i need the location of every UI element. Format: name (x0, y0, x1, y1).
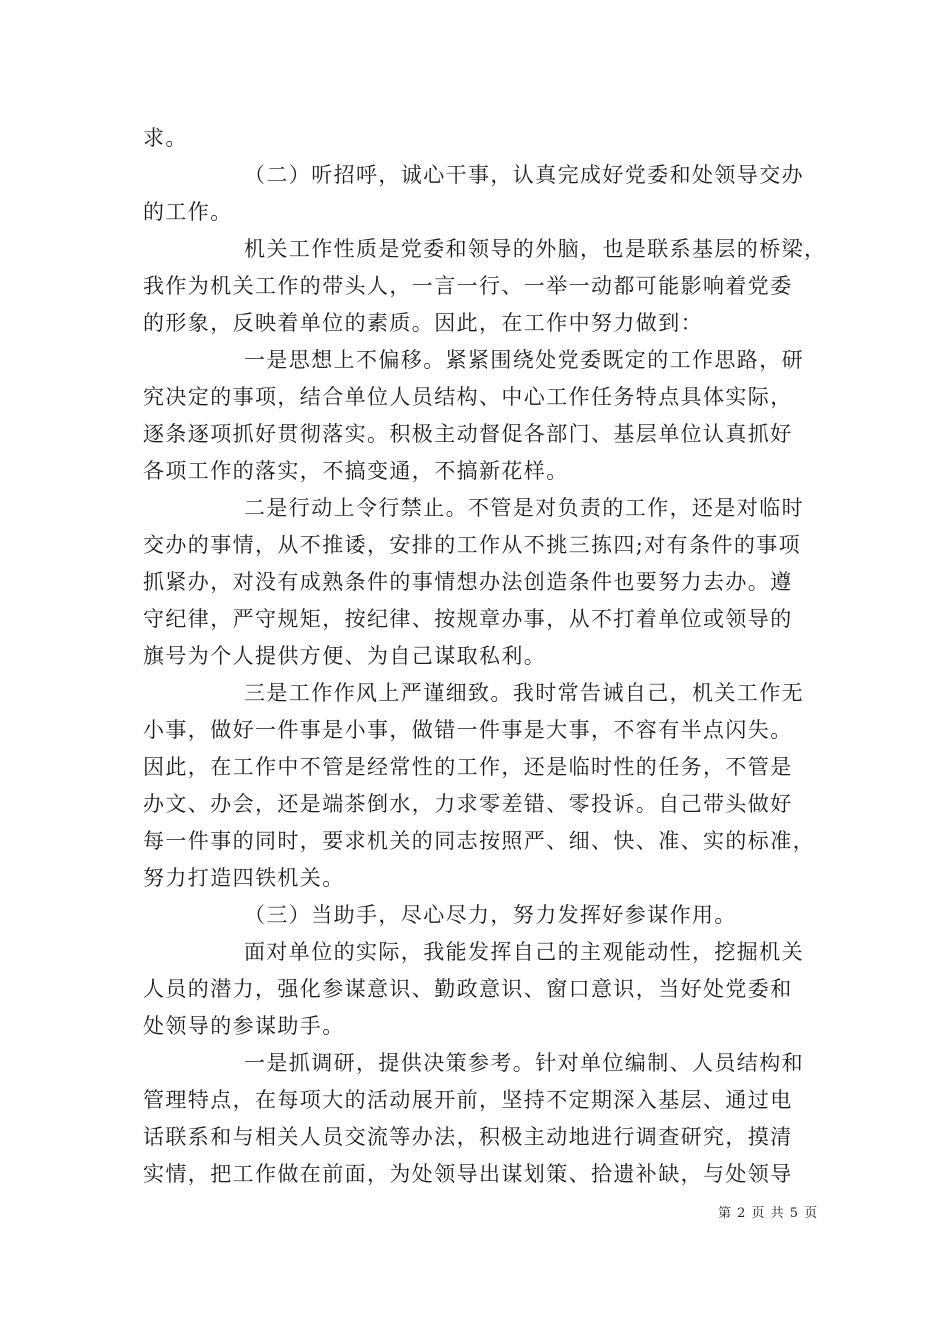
text-line: 守纪律，严守规矩，按纪律、按规章办事，从不打着单位或领导的 (143, 607, 793, 631)
text-line: 求。 (143, 126, 188, 150)
text-line: 的形象，反映着单位的素质。因此，在工作中努力做到： (143, 311, 703, 335)
paragraph-start: 面对单位的实际，我能发挥自己的主观能动性，挖掘机关 (244, 940, 804, 964)
text-line: 办文、办会，还是端茶倒水，力求零差错、零投诉。自己带头做好 (143, 792, 793, 816)
text-line: 的工作。 (143, 200, 233, 224)
text-line: 交办的事情，从不推诿，安排的工作从不挑三拣四;对有条件的事项 (143, 533, 802, 557)
text-line: 抓紧办，对没有成熟条件的事情想办法创造条件也要努力去办。遵 (143, 570, 793, 594)
text-line: 因此，在工作中不管是经常性的工作，还是临时性的任务，不管是 (143, 755, 793, 779)
text-line: 处领导的参谋助手。 (143, 1014, 345, 1038)
text-line: 话联系和与相关人员交流等办法，积极主动地进行调查研究，摸清 (143, 1125, 793, 1149)
text-line: 每一件事的同时，要求机关的同志按照严、细、快、准、实的标准， (143, 829, 815, 853)
text-line: 旗号为个人提供方便、为自己谋取私利。 (143, 644, 547, 668)
section-heading-3: （三）当助手，尽心尽力，努力发挥好参谋作用。 (244, 903, 737, 927)
text-line: 各项工作的落实，不搞变通，不搞新花样。 (143, 459, 569, 483)
paragraph-start: 一是抓调研，提供决策参考。针对单位编制、人员结构和 (244, 1051, 804, 1075)
section-heading-2: （二）听招呼，诚心干事，认真完成好党委和处领导交办 (244, 163, 804, 187)
text-line: 究决定的事项，结合单位人员结构、中心工作任务特点具体实际， (143, 385, 793, 409)
paragraph-start: 二是行动上令行禁止。不管是对负责的工作，还是对临时 (244, 496, 804, 520)
text-line: 管理特点，在每项大的活动展开前，坚持不定期深入基层、通过电 (143, 1088, 793, 1112)
text-line: 我作为机关工作的带头人，一言一行、一举一动都可能影响着党委 (143, 274, 793, 298)
text-line: 人员的潜力，强化参谋意识、勤政意识、窗口意识，当好处党委和 (143, 977, 793, 1001)
paragraph-start: 一是思想上不偏移。紧紧围绕处党委既定的工作思路，研 (244, 348, 804, 372)
text-line: 努力打造四铁机关。 (143, 866, 345, 890)
text-line: 逐条逐项抓好贯彻落实。积极主动督促各部门、基层单位认真抓好 (143, 422, 793, 446)
paragraph-start: 三是工作作风上严谨细致。我时常告诫自己，机关工作无 (244, 681, 804, 705)
text-line: 小事，做好一件事是小事，做错一件事是大事，不容有半点闪失。 (143, 718, 793, 742)
text-line: 实情，把工作做在前面，为处领导出谋划策、拾遗补缺，与处领导 (143, 1162, 793, 1186)
page-number-footer: 第 2 页 共 5 页 (718, 1206, 819, 1221)
paragraph-start: 机关工作性质是党委和领导的外脑，也是联系基层的桥梁， (244, 237, 827, 261)
